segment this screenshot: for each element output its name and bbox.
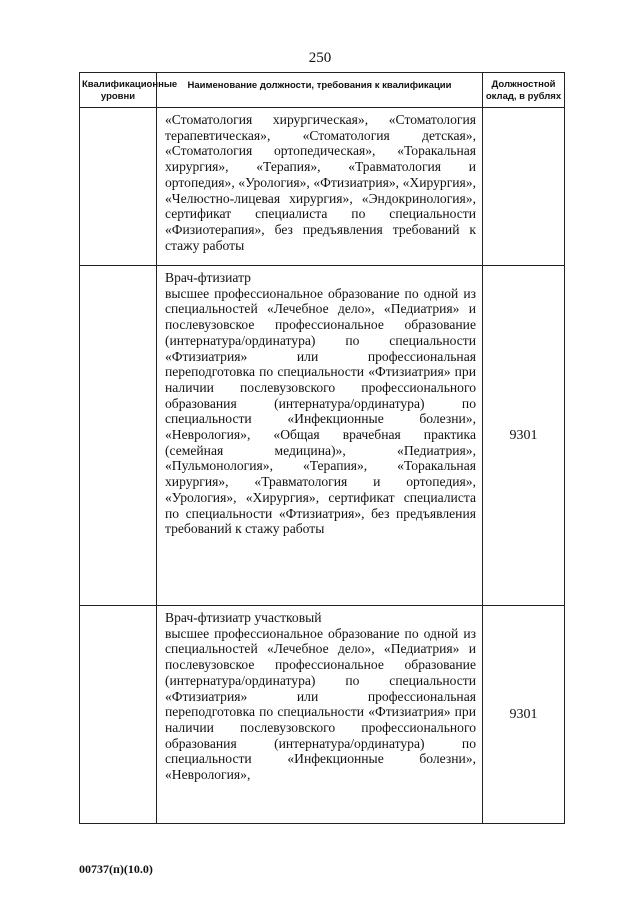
position-description-cell	[157, 266, 483, 606]
page-number: 250	[308, 50, 332, 66]
table-row	[80, 266, 565, 606]
header-salary: Должностной оклад, в рублях	[483, 73, 565, 108]
position-description-cell	[157, 606, 483, 824]
requirements-text: высшее профессиональное образование по одной из специальностей «Лечебное дело», «Педиатрия» и послевузовское профессиональное образование (интернатура/ординатура) по специальности «Фтизиатрия» или профессиональная переподготовка по специальности «Фтизиатрия» при наличии послевузовского профессионального образования (интернатура/ординатура) по специальности «Инфекционные болезни», «Неврология»,	[165, 625, 476, 783]
table-header-row	[80, 73, 565, 108]
header-qualification-levels: Квалификационные уровни	[80, 73, 157, 108]
table-row	[80, 606, 565, 824]
header-position-requirements: Наименование должности, требования к квалификации	[157, 73, 483, 108]
level-cell	[80, 266, 157, 606]
salary-cell	[483, 108, 565, 266]
position-description-cell	[157, 108, 483, 266]
level-cell	[80, 606, 157, 824]
salary-cell: 9301	[483, 266, 565, 606]
position-title: Врач-фтизиатр участковый	[165, 610, 322, 625]
qualification-table	[79, 72, 565, 824]
document-code: 00737(п)(10.0)	[79, 862, 153, 876]
position-title: Врач-фтизиатр	[165, 270, 251, 285]
table-row	[80, 108, 565, 266]
requirements-text: «Стоматология хирургическая», «Стоматология терапевтическая», «Стоматология детская», «Стоматология ортопедическая», «Торакальная хирургия», «Терапия», «Травматология и ортопедия», «Урология», «Фтизиатрия», «Хирургия», «Челюстно-лицевая хирургия», «Эндокринология», сертификат специалиста по специальности «Физиотерапия», без предъявления требований к стажу работы	[165, 112, 476, 253]
level-cell	[80, 108, 157, 266]
salary-cell: 9301	[483, 606, 565, 824]
requirements-text: высшее профессиональное образование по одной из специальностей «Лечебное дело», «Педиатрия» и послевузовское профессиональное образование (интернатура/ординатура) по специальности «Фтизиатрия» или профессиональная переподготовка по специальности «Фтизиатрия» при наличии послевузовского профессионального образования (интернатура/ординатура) по специальности «Инфекционные болезни», «Неврология», «Общая врачебная практика (семейная медицина)», «Педиатрия», «Пульмонология», «Терапия», «Торакальная хирургия», «Травматология и ортопедия», «Урология», «Хирургия», сертификат специалиста по специальности «Фтизиатрия», без предъявления требований к стажу работы	[165, 285, 476, 537]
